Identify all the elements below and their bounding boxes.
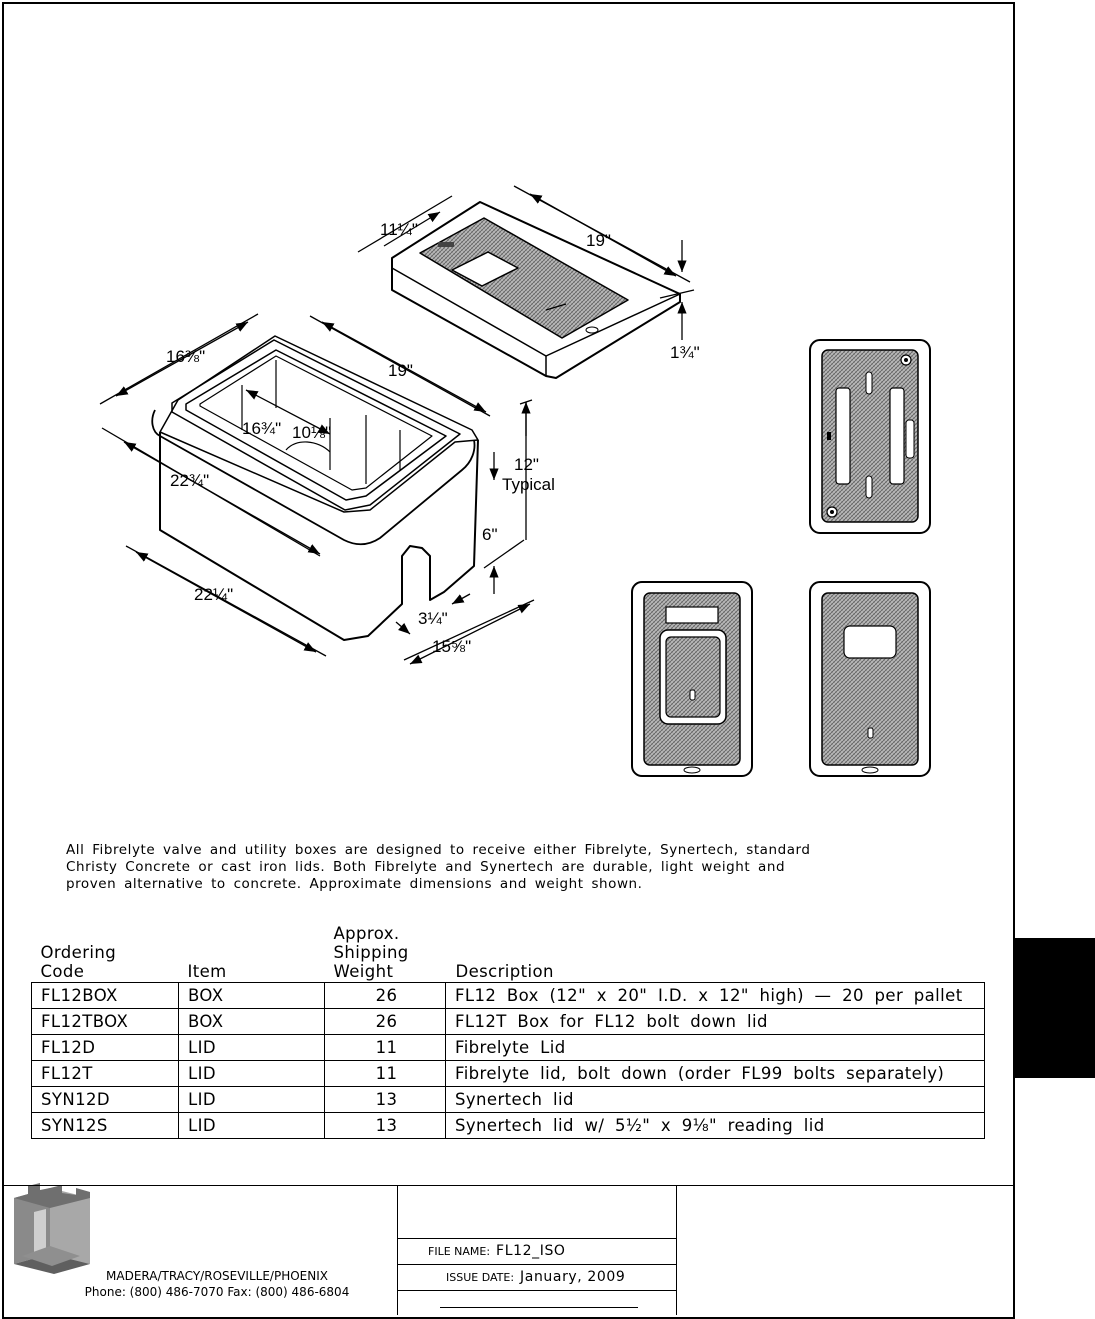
company-phone: Phone: (800) 486-7070 Fax: (800) 486-6804 [84, 1285, 350, 1299]
cell-item: BOX [179, 983, 325, 1009]
cell-description: FL12T Box for FL12 bolt down lid [446, 1009, 985, 1035]
table-row [32, 1035, 985, 1061]
title-block-divider [398, 1238, 676, 1239]
dim-knockout-width: 3¼" [418, 609, 448, 628]
title-block-divider [398, 1290, 676, 1291]
issue-date-field [446, 1269, 625, 1285]
cell-description: Fibrelyte lid, bolt down (order FL99 bolts separately) [446, 1061, 985, 1087]
cell-item: LID [179, 1035, 325, 1061]
cell-weight: 13 [325, 1087, 446, 1113]
cell-code: FL12T [32, 1061, 179, 1087]
file-name-value: FL12_ISO [496, 1243, 566, 1259]
cell-weight: 13 [325, 1113, 446, 1139]
cell-weight: 26 [325, 1009, 446, 1035]
lid-plan-bolt-down [810, 340, 930, 533]
dim-base-length: 22¼" [194, 585, 234, 604]
title-block-top-border [4, 1185, 1013, 1186]
dim-box-top-width: 16⅜" [166, 347, 206, 366]
cell-code: SYN12D [32, 1087, 179, 1113]
table-row [32, 1113, 985, 1139]
cell-code: FL12TBOX [32, 1009, 179, 1035]
title-block-divider [397, 1185, 398, 1315]
table-row [32, 983, 985, 1009]
cell-weight: 11 [325, 1035, 446, 1061]
dim-knockout-height: 6" [482, 525, 498, 544]
dim-inner-width: 16¾" [242, 419, 282, 438]
file-name-field [428, 1243, 566, 1259]
note-line: proven alternative to concrete. Approximate dimensions and weight shown. [66, 876, 643, 892]
cell-description: Synertech lid [446, 1087, 985, 1113]
cell-weight: 26 [325, 983, 446, 1009]
issue-date-label: ISSUE DATE: [446, 1271, 515, 1284]
note-line: Christy Concrete or cast iron lids. Both Fibrelyte and Synertech are durable, light weight and [66, 859, 786, 875]
file-name-label: FILE NAME: [428, 1245, 491, 1258]
header-item: Item [179, 911, 325, 983]
issue-date-value: January, 2009 [520, 1269, 626, 1285]
header-weight: Approx. Shipping Weight [325, 911, 446, 983]
table-header-row [32, 911, 985, 983]
cell-code: SYN12S [32, 1113, 179, 1139]
lid-plan-reading-lid [632, 582, 752, 776]
title-block-divider [676, 1185, 677, 1315]
cell-item: LID [179, 1113, 325, 1139]
signature-line [440, 1307, 638, 1308]
header-ordering-code: Ordering Code [32, 911, 179, 983]
dim-box-height-note: Typical [502, 475, 555, 494]
table-row [32, 1009, 985, 1035]
dim-box-height: 12" [514, 455, 539, 474]
lid-plan-standard [810, 582, 930, 776]
dim-lid-length: 19" [586, 231, 611, 250]
cell-item: BOX [179, 1009, 325, 1035]
title-block-divider [398, 1264, 676, 1265]
cell-item: LID [179, 1087, 325, 1113]
cell-description: Fibrelyte Lid [446, 1035, 985, 1061]
dim-lid-width: 11¼" [380, 220, 418, 239]
cell-description: FL12 Box (12" x 20" I.D. x 12" high) — 20 per pallet [446, 983, 985, 1009]
company-address [62, 1268, 372, 1300]
table-row [32, 1061, 985, 1087]
dim-inner-depth: 10⅛" [292, 423, 332, 442]
cell-item: LID [179, 1061, 325, 1087]
header-description: Description [446, 911, 985, 983]
ordering-table [31, 911, 985, 1139]
dim-box-top-length: 19" [388, 361, 413, 380]
company-locations: MADERA/TRACY/ROSEVILLE/PHOENIX [106, 1269, 328, 1283]
cell-description: Synertech lid w/ 5½" x 9⅛" reading lid [446, 1113, 985, 1139]
dim-lid-thickness: 1¾" [670, 343, 700, 362]
isometric-lid [392, 202, 680, 378]
dim-outer-length: 22¾" [170, 471, 210, 490]
table-row [32, 1087, 985, 1113]
dim-base-width: 15⅝" [432, 637, 472, 656]
company-logo [14, 1183, 90, 1274]
product-note [66, 842, 846, 893]
note-line: All Fibrelyte valve and utility boxes are designed to receive either Fibrelyte, Synertech, standard [66, 842, 811, 858]
cell-code: FL12D [32, 1035, 179, 1061]
cell-weight: 11 [325, 1061, 446, 1087]
cell-code: FL12BOX [32, 983, 179, 1009]
